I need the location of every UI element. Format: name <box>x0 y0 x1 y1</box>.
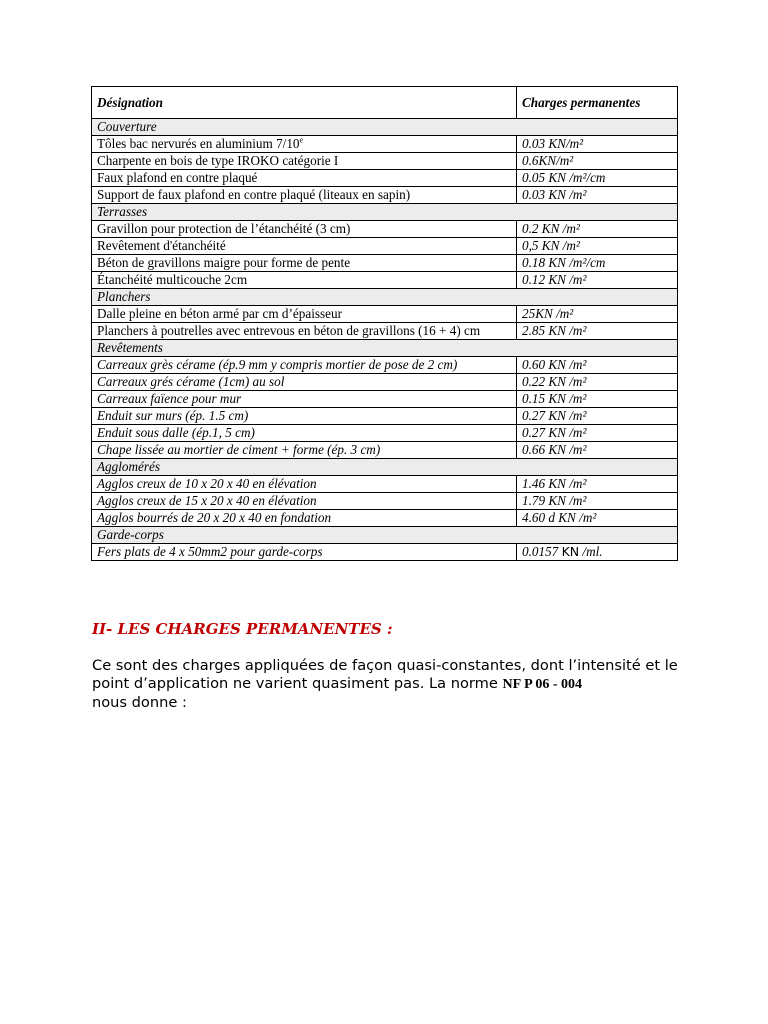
charge-value: 0,5 KN /m² <box>522 238 580 253</box>
table-body <box>92 119 678 561</box>
charge-value-cell <box>517 306 678 323</box>
charge-value: 25KN /m² <box>522 306 574 321</box>
charge-value: 0.0157 <box>522 544 562 559</box>
table-row <box>92 153 678 170</box>
designation-text: Faux plafond en contre plaqué <box>97 170 258 185</box>
designation-text: Support de faux plafond en contre plaqué (liteaux en sapin) <box>97 187 411 202</box>
designation-text: Étanchéité multicouche 2cm <box>97 272 248 287</box>
designation-text: Agglos creux de 15 x 20 x 40 en élévation <box>97 493 317 508</box>
charge-value: 0.27 KN /m² <box>522 408 587 423</box>
designation-cell <box>92 357 517 374</box>
charge-value-cell <box>517 357 678 374</box>
table-row <box>92 374 678 391</box>
paragraph-end: nous donne : <box>92 694 187 711</box>
charge-value: 2.85 KN /m² <box>522 323 587 338</box>
designation-text: Carreaux grès cérame (ép.9 mm y compris mortier de pose de 2 cm) <box>97 357 458 372</box>
section-heading: II- LES CHARGES PERMANENTES : <box>92 620 393 638</box>
charge-value-cell <box>517 476 678 493</box>
charge-value: 0.18 KN /m²/cm <box>522 255 606 270</box>
designation-text: Carreaux grés cérame (1cm) au sol <box>97 374 285 389</box>
table-row <box>92 442 678 459</box>
designation-cell <box>92 374 517 391</box>
paragraph-text: Ce sont des charges appliquées de façon quasi-constantes, dont l’intensité et le point d’application ne varient quasiment pas. La norme <box>92 657 678 692</box>
charge-value-cell <box>517 255 678 272</box>
designation-cell <box>92 425 517 442</box>
designation-cell <box>92 136 517 153</box>
table-row <box>92 187 678 204</box>
designation-cell <box>92 272 517 289</box>
table-row <box>92 170 678 187</box>
designation-text: Charpente en bois de type IROKO catégorie I <box>97 153 339 168</box>
charge-unit: KN <box>561 544 580 559</box>
section-row <box>92 204 678 221</box>
charge-value-cell <box>517 408 678 425</box>
charge-value-cell <box>517 544 678 561</box>
section-row <box>92 340 678 357</box>
norm-reference: NF P 06 - 004 <box>502 677 583 692</box>
section-title: Couverture <box>92 119 678 136</box>
charge-value-cell <box>517 493 678 510</box>
table-row <box>92 476 678 493</box>
table-row <box>92 323 678 340</box>
designation-text: Agglos creux de 10 x 20 x 40 en élévation <box>97 476 317 491</box>
section-title: Garde-corps <box>92 527 678 544</box>
charge-value-cell <box>517 425 678 442</box>
table-row <box>92 238 678 255</box>
section-row <box>92 527 678 544</box>
charge-value: 0.22 KN /m² <box>522 374 587 389</box>
charge-value: 1.79 KN /m² <box>522 493 587 508</box>
permanent-loads-table <box>91 86 678 561</box>
table-row <box>92 255 678 272</box>
charge-value-cell <box>517 442 678 459</box>
charge-value: 0.03 KN /m² <box>522 187 587 202</box>
designation-text: Béton de gravillons maigre pour forme de pente <box>97 255 351 270</box>
designation-cell <box>92 408 517 425</box>
designation-cell <box>92 323 517 340</box>
charge-value-cell <box>517 374 678 391</box>
charge-value: 0.05 KN /m²/cm <box>522 170 606 185</box>
table-row <box>92 408 678 425</box>
designation-cell <box>92 306 517 323</box>
designation-cell <box>92 493 517 510</box>
designation-text: Tôles bac nervurés en aluminium 7/10 <box>97 136 300 151</box>
charges-header: Charges permanentes <box>517 87 678 119</box>
section-title: Terrasses <box>92 204 678 221</box>
charge-value: 1.46 KN /m² <box>522 476 587 491</box>
section-title: Agglomérés <box>92 459 678 476</box>
designation-text: Carreaux faïence pour mur <box>97 391 242 406</box>
designation-text: Agglos bourrés de 20 x 20 x 40 en fondation <box>97 510 332 525</box>
designation-cell <box>92 476 517 493</box>
designation-text: Dalle pleine en béton armé par cm d’épaisseur <box>97 306 342 321</box>
designation-cell <box>92 442 517 459</box>
charge-value: 4.60 d KN /m² <box>522 510 597 525</box>
charge-value: 0.2 KN /m² <box>522 221 580 236</box>
designation-text: Chape lissée au mortier de ciment + forme (ép. 3 cm) <box>97 442 381 457</box>
charge-value: 0.15 KN /m² <box>522 391 587 406</box>
charge-value: 0.66 KN /m² <box>522 442 587 457</box>
designation-text: Planchers à poutrelles avec entrevous en béton de gravillons (16 + 4) cm <box>97 323 481 338</box>
charge-value-cell <box>517 187 678 204</box>
charge-value: 0.27 KN /m² <box>522 425 587 440</box>
designation-text: Gravillon pour protection de l’étanchéité (3 cm) <box>97 221 351 236</box>
designation-text: Enduit sous dalle (ép.1, 5 cm) <box>97 425 255 440</box>
designation-cell <box>92 187 517 204</box>
designation-cell <box>92 238 517 255</box>
charge-value: 0.03 KN/m² <box>522 136 584 151</box>
section-row <box>92 119 678 136</box>
designation-cell <box>92 255 517 272</box>
table-row <box>92 544 678 561</box>
charge-value: 0.60 KN /m² <box>522 357 587 372</box>
designation-cell <box>92 153 517 170</box>
designation-cell <box>92 221 517 238</box>
charge-value: 0.6KN/m² <box>522 153 574 168</box>
charge-value-cell <box>517 238 678 255</box>
table-row <box>92 272 678 289</box>
charge-unit-suffix: /ml. <box>579 544 603 559</box>
table-row <box>92 391 678 408</box>
table-row <box>92 425 678 442</box>
charge-value-cell <box>517 136 678 153</box>
table-row <box>92 306 678 323</box>
charge-value: 0.12 KN /m² <box>522 272 587 287</box>
charge-value-cell <box>517 272 678 289</box>
charge-value-cell <box>517 221 678 238</box>
designation-cell <box>92 510 517 527</box>
designation-text: Revêtement d'étanchéité <box>97 238 226 253</box>
designation-cell <box>92 544 517 561</box>
designation-text: Fers plats de 4 x 50mm2 pour garde-corps <box>97 544 323 559</box>
table-row <box>92 221 678 238</box>
charge-value-cell <box>517 170 678 187</box>
section-row <box>92 289 678 306</box>
charge-value-cell <box>517 323 678 340</box>
section-title: Planchers <box>92 289 678 306</box>
charge-value-cell <box>517 510 678 527</box>
designation-header: Désignation <box>92 87 517 119</box>
table-row <box>92 357 678 374</box>
charge-value-cell <box>517 153 678 170</box>
designation-superscript: e <box>299 135 304 145</box>
table-row <box>92 136 678 153</box>
table-row <box>92 510 678 527</box>
designation-cell <box>92 391 517 408</box>
table-header-row <box>92 87 678 119</box>
section-row <box>92 459 678 476</box>
designation-cell <box>92 170 517 187</box>
table-row <box>92 493 678 510</box>
charge-value-cell <box>517 391 678 408</box>
designation-text: Enduit sur murs (ép. 1.5 cm) <box>97 408 249 423</box>
section-title: Revêtements <box>92 340 678 357</box>
intro-paragraph <box>92 657 692 712</box>
